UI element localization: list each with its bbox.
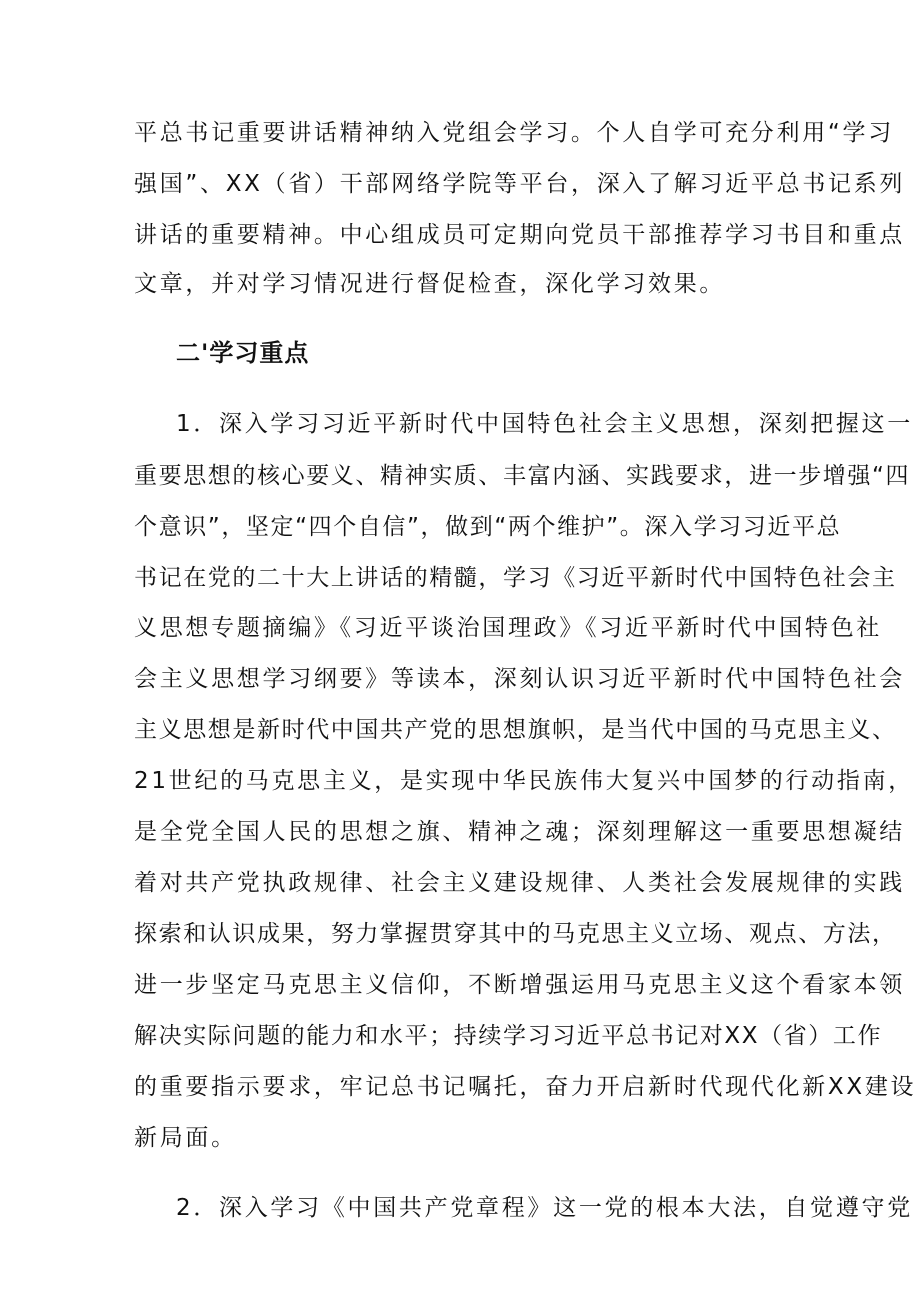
intro-line-4: 文章，并对学习情况进行督促检查，深化学习效果。	[134, 271, 726, 297]
item1-line-14: 的重要指示要求，牢记总书记嘱托，奋力开启新时代现代化新XX建设	[134, 1074, 917, 1100]
item1-line-6: 会主义思想学习纲要》等读本，深刻认识习近平新时代中国特色社会	[134, 666, 905, 692]
item1-line-11: 探索和认识成果，努力掌握贯穿其中的马克思主义立场、观点、方法，	[134, 921, 897, 947]
item1-line-13: 解决实际问题的能力和水平；持续学习习近平总书记对XX（省）工作	[134, 1023, 883, 1049]
item1-line-12: 进一步坚定马克思主义信仰，不断增强运用马克思主义这个看家本领	[134, 972, 905, 998]
item1-line-15: 新局面。	[134, 1125, 237, 1151]
item2-line-1: 2．深入学习《中国共产党章程》这一党的根本大法，自觉遵守党	[176, 1195, 913, 1221]
section-heading: 二'学习重点	[176, 339, 310, 367]
intro-line-2: 强国”、XX（省）干部网络学院等平台，深入了解习近平总书记系列	[134, 171, 906, 197]
item1-line-1: 1．深入学习习近平新时代中国特色社会主义思想，深刻把握这一	[176, 411, 913, 437]
item1-line-10: 着对共产党执政规律、社会主义建设规律、人类社会发展规律的实践	[134, 870, 905, 896]
item1-line-5: 义思想专题摘编》《习近平谈治国理政》《习近平新时代中国特色社	[134, 615, 882, 641]
item1-line-8: 21世纪的马克思主义，是实现中华民族伟大复兴中国梦的行动指南，	[134, 768, 914, 794]
intro-line-3: 讲话的重要精神。中心组成员可定期向党员干部推荐学习书目和重点	[134, 222, 905, 248]
item1-line-2: 重要思想的核心要义、精神实质、丰富内涵、实践要求，进一步增强“四	[134, 463, 911, 489]
item1-line-4: 书记在党的二十大上讲话的精髓，学习《习近平新时代中国特色社会主	[134, 565, 897, 591]
intro-line-1: 平总书记重要讲话精神纳入党组会学习。个人自学可充分利用“学习	[134, 120, 894, 146]
item1-line-7: 主义思想是新时代中国共产党的思想旗帜，是当代中国的马克思主义、	[134, 717, 897, 743]
item1-line-9: 是全党全国人民的思想之旗、精神之魂；深刻理解这一重要思想凝结	[134, 819, 905, 845]
item1-line-3: 个意识”，坚定“四个自信”，做到“两个维护”。深入学习习近平总	[134, 514, 842, 540]
